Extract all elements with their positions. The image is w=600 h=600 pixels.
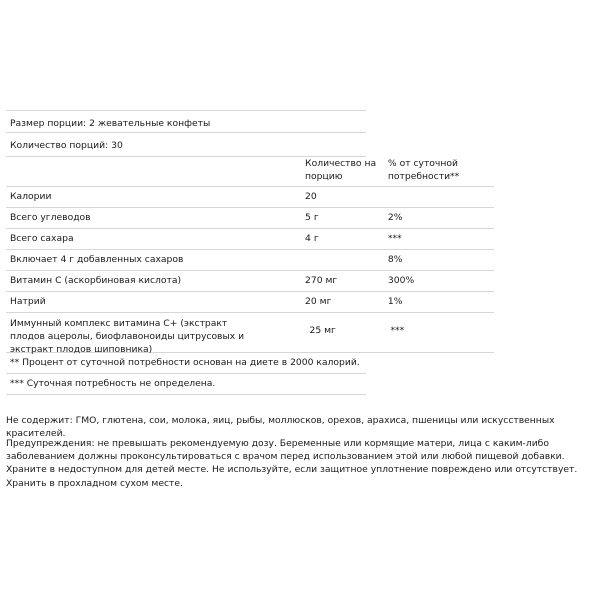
row-dv: 8% — [387, 254, 403, 265]
does-not-contain-text: Не содержит: ГМО, глютена, сои, молока, яиц, рыбы, моллюсков, орехов, арахиса, пшеницы или искусственных красителей. — [6, 415, 555, 440]
row-amount: 20 мг — [305, 296, 332, 307]
row-name: Калории — [10, 191, 52, 202]
table-row — [6, 250, 494, 271]
header-amount: Количество на порцию — [305, 158, 377, 182]
row-name: Иммунный комплекс витамина С+ (экстракт плодов ацеролы, биофлавоноиды цитрусовых и экстракт плодов шиповника) — [10, 318, 245, 355]
servings-count-text: Количество порций: 30 — [10, 140, 123, 151]
warning-text: Предупреждения: не превышать рекомендуемую дозу. Беременные или кормящие матери, лица с каким-либо заболеванием должны проконсультироваться с врачом перед использованием этой или любой пищевой добавки. Храните в недоступном для детей месте. Не используйте, если защитное уплотнение повреждено или отсутствует. Хранить в прохладном сухом месте. — [6, 438, 578, 489]
table-row — [6, 313, 494, 353]
row-name: Включает 4 г добавленных сахаров — [10, 254, 184, 265]
footnote-daily-value — [6, 353, 366, 374]
serving-size-text: Размер порции: 2 жевательные конфеты — [10, 118, 211, 129]
footnote-2-text: *** Суточная потребность не определена. — [10, 378, 216, 389]
row-name: Всего сахара — [10, 233, 74, 244]
row-dv: 300% — [387, 275, 415, 286]
table-row — [6, 208, 494, 229]
table-row — [6, 229, 494, 250]
row-dv: *** — [390, 325, 405, 336]
serving-size-row — [6, 111, 366, 133]
row-amount: 5 г — [305, 212, 319, 223]
row-amount: 4 г — [305, 233, 319, 244]
row-dv: 2% — [387, 212, 403, 223]
row-name: Натрий — [10, 296, 46, 307]
row-amount: 270 мг — [305, 275, 338, 286]
row-dv: *** — [387, 233, 402, 244]
supplement-facts-table — [6, 110, 494, 395]
servings-count-row — [6, 133, 366, 157]
header-daily-value: % от суточной потребности** — [387, 158, 460, 182]
row-amount: 20 — [305, 191, 317, 202]
row-name: Всего углеводов — [10, 212, 91, 223]
row-dv: 1% — [387, 296, 403, 307]
table-row — [6, 187, 494, 208]
table-row — [6, 292, 494, 313]
table-header-row — [6, 157, 494, 187]
row-amount: 25 мг — [309, 325, 336, 336]
row-name: Витамин С (аскорбиновая кислота) — [10, 275, 182, 286]
footnote-1-text: ** Процент от суточной потребности основан на диете в 2000 калорий. — [10, 357, 360, 368]
table-row — [6, 271, 494, 292]
footnote-not-established — [6, 374, 366, 395]
